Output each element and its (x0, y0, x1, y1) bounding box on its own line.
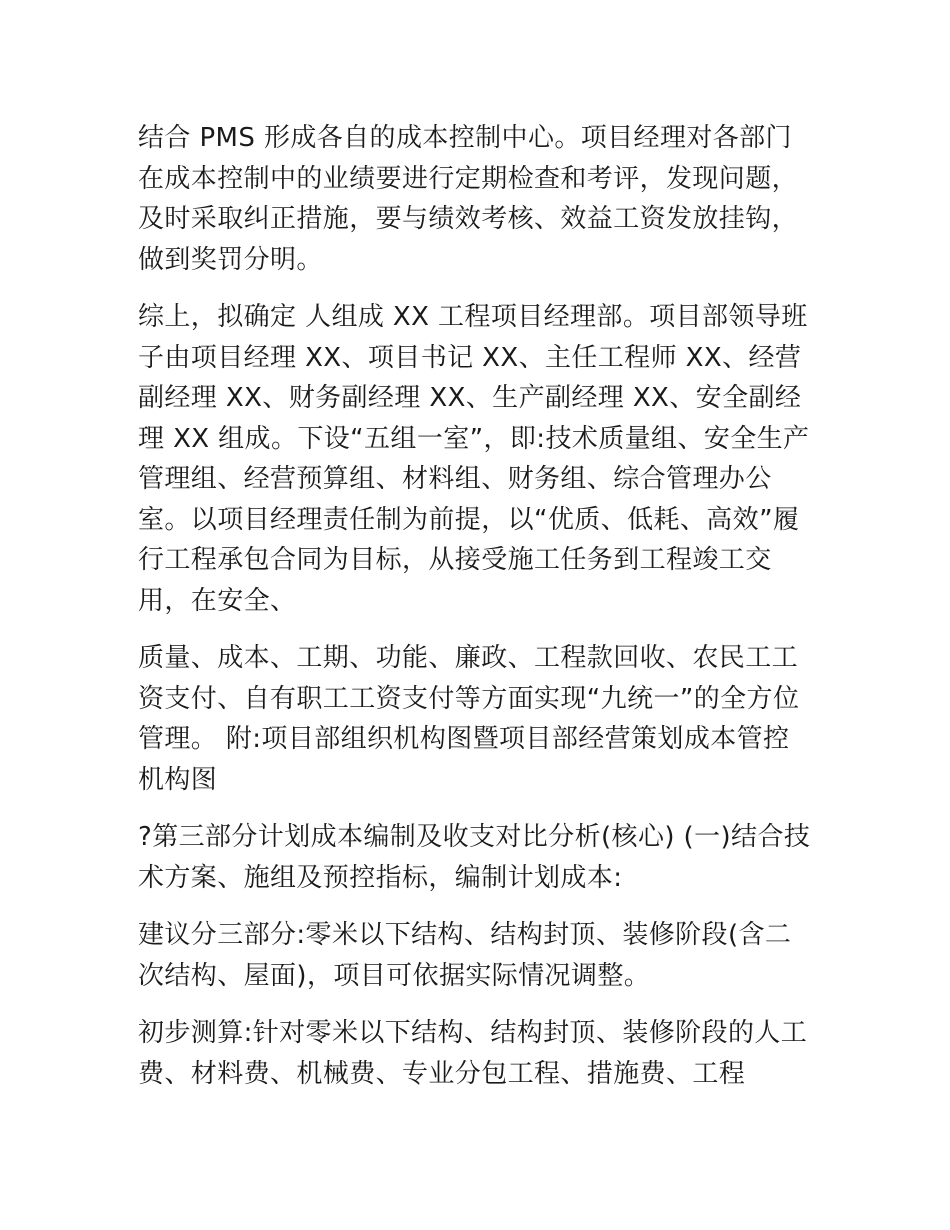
paragraph-management: 质量、成本、工期、功能、廉政、工程款回收、农民工工资支付、自有职工工资支付等方面实现“九统一”的全方位管理。 附:项目部组织机构图暨项目部经营策划成本管控机构图 (138, 643, 800, 795)
paragraph-cost-control: 结合 PMS 形成各自的成本控制中心。项目经理对各部门在成本控制中的业绩要进行定期检查和考评，发现问题，及时采取纠正措施，要与绩效考核、效益工资发放挂钩，做到奖罚分明。 (138, 123, 799, 275)
document-page (138, 118, 814, 1111)
paragraph-section-three-heading: ?第三部分计划成本编制及收支对比分析(核心) (一)结合技术方案、施组及预控指标，编制计划成本: (138, 822, 811, 893)
paragraph-project-department: 综上，拟确定 人组成 XX 工程项目经理部。项目部领导班子由项目经理 XX、项目书记 XX、主任工程师 XX、经营副经理 XX、财务副经理 XX、生产副经理 XX、安全副经理 XX 组成。下设“五组一室”，即:技术质量组、安全生产管理组、经营预算组、材料组、财务组、综合管理办公室。以项目经理责任制为前提，以“优质、低耗、高效”履行工程承包合同为目标，从接受施工任务到工程竣工交用，在安全、 (138, 302, 810, 616)
paragraph-preliminary-estimate: 初步测算:针对零米以下结构、结构封顶、装修阶段的人工费、材料费、机械费、专业分包工程、措施费、工程 (138, 1018, 808, 1089)
paragraph-three-parts: 建议分三部分:零米以下结构、结构封顶、装修阶段(含二次结构、屋面)，项目可依据实际情况调整。 (138, 920, 792, 991)
